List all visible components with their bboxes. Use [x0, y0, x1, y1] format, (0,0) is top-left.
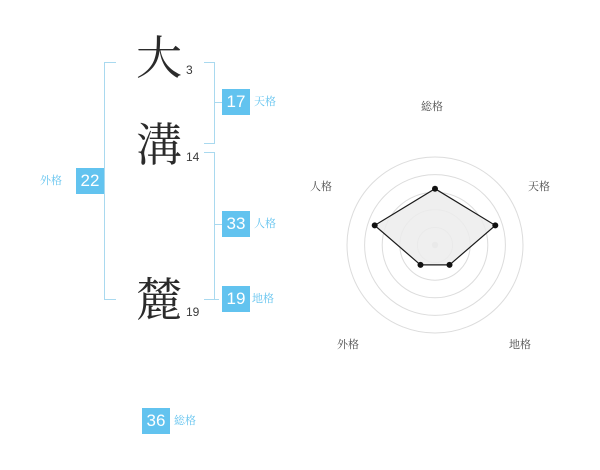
kanji-char-2: 溝	[136, 118, 182, 172]
kanji-char-3: 麓	[136, 273, 182, 327]
badge-chikaku-label: 地格	[252, 293, 274, 305]
gaikaku-bracket-vertical	[104, 62, 105, 300]
tenkaku-bracket-stem	[214, 102, 222, 103]
badge-tenkaku-value: 17	[222, 89, 250, 115]
jinkaku-bracket-vertical	[214, 152, 215, 300]
radar-point	[418, 262, 424, 268]
badge-gaikaku-value: 22	[76, 168, 104, 194]
radar-point	[372, 222, 378, 228]
radar-series	[372, 186, 499, 268]
badge-soukaku-label: 総格	[174, 415, 196, 427]
radar-point	[492, 222, 498, 228]
stroke-count-1: 3	[186, 63, 193, 77]
badge-soukaku-value: 36	[142, 408, 170, 434]
badge-gaikaku-label: 外格	[40, 175, 62, 187]
radar-chart	[300, 100, 570, 385]
radar-axis-label-right: 天格	[528, 181, 550, 193]
jinkaku-bracket-top	[204, 152, 215, 153]
radar-axis-label-bottom-left: 外格	[337, 339, 359, 351]
gaikaku-bracket-top	[104, 62, 116, 63]
radar-point	[432, 186, 438, 192]
gaikaku-bracket-bottom	[104, 299, 116, 300]
jinkaku-bracket-stem	[214, 224, 222, 225]
badge-jinkaku-label: 人格	[254, 218, 276, 230]
radar-axis-label-left: 人格	[310, 181, 332, 193]
radar-point	[447, 262, 453, 268]
kanji-char-1: 大	[136, 31, 182, 85]
badge-jinkaku-value: 33	[222, 211, 250, 237]
tenkaku-bracket-vertical	[214, 62, 215, 144]
radar-axis-label-top: 総格	[421, 101, 443, 113]
chikaku-connector	[205, 299, 219, 300]
radar-axis-label-bottom-right: 地格	[509, 339, 531, 351]
badge-tenkaku-label: 天格	[254, 96, 276, 108]
tenkaku-bracket-bottom	[204, 143, 215, 144]
stroke-count-2: 14	[186, 150, 200, 164]
stroke-count-3: 19	[186, 305, 200, 319]
badge-chikaku-value: 19	[222, 286, 250, 312]
tenkaku-bracket-top	[204, 62, 215, 63]
